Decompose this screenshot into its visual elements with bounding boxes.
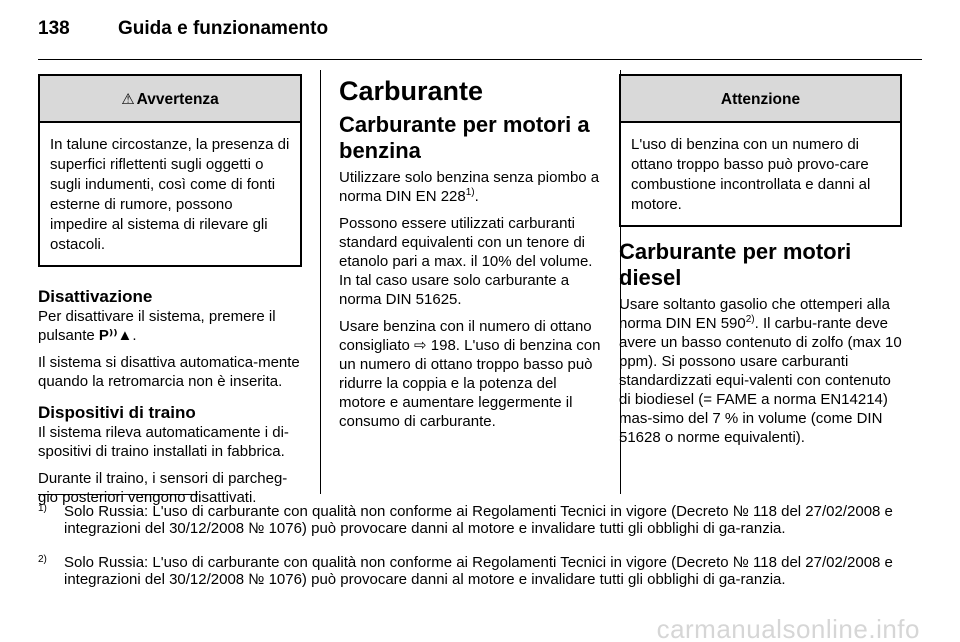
page-header bbox=[38, 18, 328, 48]
diesel-para-1-end: . Il carbu-rante deve avere un basso contenuto di zolfo (max 10 ppm). Si possono usare carburanti standardizzati equi-valenti con contenuto di biodiesel (= FAME a norma EN14214) mas-simo del 7 % in volume (come DIN 51628 o norme equivalenti). bbox=[619, 315, 902, 446]
warning-title: Avvertenza bbox=[136, 91, 219, 108]
benzina-para-2: Possono essere utilizzati carburanti standard equivalenti con un tenore di etanolo pari a max. il 10% del volume. In tal caso usare solo carburante a norma DIN 51625. bbox=[339, 215, 593, 308]
disattivazione-para-1-end: . bbox=[132, 327, 137, 344]
footnote-2-text: Solo Russia: L'uso di carburante con qualità non conforme ai Regolamenti Tecnici in vigore (Decreto № 118 del 27/02/2008 e integrazioni del 30/12/2008 № 1076) può provocare danni al motore e invalidare tutti gli obblighi di ga-ranzia. bbox=[64, 554, 893, 588]
subtitle-diesel: Carburante per motori diesel bbox=[619, 239, 852, 290]
footnote-ref-1: 1) bbox=[465, 187, 475, 198]
attention-box-header: Attenzione bbox=[621, 76, 900, 123]
traino-para-2: Durante il traino, i sensori di parcheg-gio posteriori vengono disattivati. bbox=[38, 470, 288, 506]
column-left bbox=[38, 74, 302, 515]
page-number: 138 bbox=[38, 18, 70, 39]
diesel-para-1 bbox=[619, 295, 902, 447]
warning-box bbox=[38, 74, 302, 267]
footnote-1-mark: 1) bbox=[38, 503, 47, 514]
benzina-para-3: Usare benzina con il numero di ottano consigliato ⇨ 198. L'uso di benzina con un numero di ottano troppo basso può ridurre la coppia e la potenza del motore e aumentare leggermente il consumo di carburante. bbox=[339, 318, 601, 430]
footnote-1-text: Solo Russia: L'uso di carburante con qualità non conforme ai Regolamenti Tecnici in vigore (Decreto № 118 del 27/02/2008 e integrazioni del 30/12/2008 № 1076) può provocare danni al motore e invalidare tutti gli obblighi di ga-ranzia. bbox=[64, 503, 893, 537]
footnote-1 bbox=[38, 503, 900, 537]
warning-text: In talune circostanze, la presenza di superfici riflettenti sugli oggetti o sugli indumenti, così come di fonti esterne di rumore, possono impedire al sistema di rilevare gli ostacoli. bbox=[50, 136, 290, 253]
park-pilot-button-icon: P⁾⁾▲ bbox=[98, 327, 133, 344]
benzina-para-1-end: . bbox=[474, 188, 479, 205]
traino-para-1: Il sistema rileva automaticamente i di-spositivi di traino installati in fabbrica. bbox=[38, 424, 289, 460]
footnote-ref-2: 2) bbox=[745, 314, 755, 325]
column-middle bbox=[339, 74, 602, 439]
chapter-title: Carburante bbox=[339, 76, 484, 106]
heading-traino: Dispositivi di traino bbox=[38, 403, 196, 422]
watermark: carmanualsonline.info bbox=[656, 614, 920, 642]
attention-box bbox=[619, 74, 902, 227]
disattivazione-para-2: Il sistema si disattiva automatica-mente quando la retromarcia non è inserita. bbox=[38, 354, 300, 390]
header-divider bbox=[38, 59, 922, 60]
attention-text: L'uso di benzina con un numero di ottano troppo basso può provo-care combustione incontrollata e danni al motore. bbox=[631, 136, 871, 213]
footnote-2-mark: 2) bbox=[38, 554, 47, 565]
diesel-para-1-text: Usare soltanto gasolio che ottemperi alla norma DIN EN 590 bbox=[619, 296, 890, 332]
warning-icon: ⚠ bbox=[121, 91, 135, 108]
benzina-para-1-text: Utilizzare solo benzina senza piombo a norma DIN EN 228 bbox=[339, 169, 600, 205]
benzina-para-1 bbox=[339, 168, 602, 206]
subtitle-benzina: Carburante per motori a benzina bbox=[339, 112, 590, 163]
warning-box-header bbox=[40, 76, 300, 123]
section-title: Guida e funzionamento bbox=[118, 18, 329, 39]
disattivazione-para-1-text: Per disattivare il sistema, premere il pulsante bbox=[38, 308, 276, 344]
footnote-2 bbox=[38, 554, 900, 588]
disattivazione-para-1 bbox=[38, 307, 302, 345]
column-right bbox=[619, 74, 902, 455]
heading-disattivazione: Disattivazione bbox=[38, 287, 153, 306]
footnote-divider bbox=[38, 494, 198, 495]
column-divider-1 bbox=[320, 70, 321, 494]
